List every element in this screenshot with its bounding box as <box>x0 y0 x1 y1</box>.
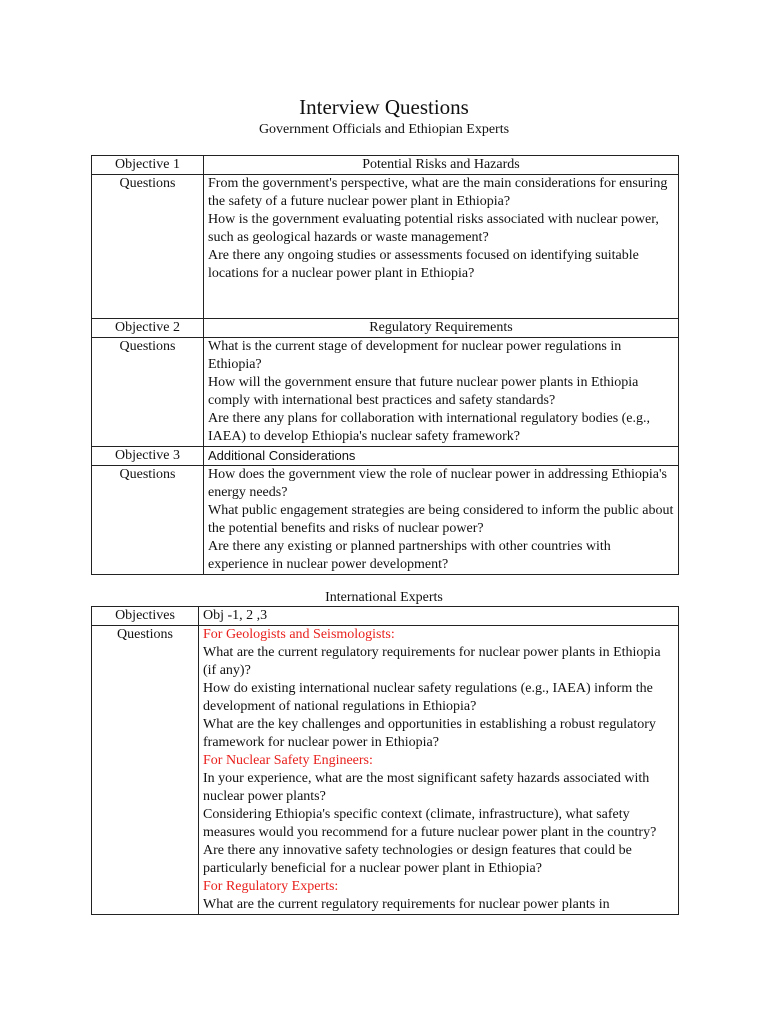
group-heading: For Nuclear Safety Engineers: <box>203 753 373 768</box>
questions-row <box>92 338 679 447</box>
question-text: How will the government ensure that future nuclear power plants in Ethiopia comply with international best practices and safety standards? <box>208 375 639 408</box>
questions-label: Questions <box>92 626 199 915</box>
document-subtitle: Government Officials and Ethiopian Experts <box>258 122 510 137</box>
question-text: What public engagement strategies are being considered to inform the public about the potential benefits and risks of nuclear power? <box>208 503 674 536</box>
document-title: Interview Questions <box>299 95 469 119</box>
objectives-value: Obj -1, 2 ,3 <box>199 607 679 626</box>
objective-label: Objective 1 <box>92 156 204 175</box>
questions-row <box>92 466 679 575</box>
objective-row <box>92 156 679 175</box>
objective-label: Objective 2 <box>92 319 204 338</box>
question-text: What are the current regulatory requirements for nuclear power plants in <box>203 897 610 912</box>
section-title: International Experts <box>325 590 443 605</box>
question-text: Are there any plans for collaboration with international regulatory bodies (e.g., IAEA) to develop Ethiopia's nuclear safety framework? <box>208 411 651 444</box>
question-text: How do existing international nuclear safety regulations (e.g., IAEA) inform the development of national regulations in Ethiopia? <box>203 681 653 714</box>
questions-cell <box>204 338 679 447</box>
question-text: How is the government evaluating potential risks associated with nuclear power, such as geological hazards or waste management? <box>208 212 659 245</box>
question-text: Are there any ongoing studies or assessments focused on identifying suitable locations for a nuclear power plant in Ethiopia? <box>208 248 639 281</box>
question-text: Considering Ethiopia's specific context (climate, infrastructure), what safety measures would you recommend for a future nuclear power plant in the country? <box>203 807 657 840</box>
question-text: How does the government view the role of nuclear power in addressing Ethiopia's energy needs? <box>208 467 667 500</box>
questions-row <box>92 626 679 915</box>
questions-label: Questions <box>92 338 204 447</box>
objectives-label: Objectives <box>92 607 199 626</box>
question-text: Are there any existing or planned partnerships with other countries with experience in nuclear power development? <box>208 539 611 572</box>
objectives-row <box>92 607 679 626</box>
questions-cell <box>204 175 679 319</box>
international-experts-table <box>91 606 679 915</box>
objective-topic: Additional Considerations <box>204 447 679 466</box>
government-questions-table <box>91 155 679 575</box>
group-heading: For Geologists and Seismologists: <box>203 627 395 642</box>
questions-cell <box>204 466 679 575</box>
question-text: What are the key challenges and opportunities in establishing a robust regulatory framework for nuclear power in Ethiopia? <box>203 717 656 750</box>
objective-row <box>92 447 679 466</box>
questions-label: Questions <box>92 175 204 319</box>
questions-cell <box>199 626 679 915</box>
objective-topic: Regulatory Requirements <box>204 319 679 338</box>
question-text: What are the current regulatory requirements for nuclear power plants in Ethiopia (if any)? <box>203 645 661 678</box>
question-text: From the government's perspective, what are the main considerations for ensuring the safety of a future nuclear power plant in Ethiopia? <box>208 176 668 209</box>
questions-row <box>92 175 679 319</box>
objective-label: Objective 3 <box>92 447 204 466</box>
questions-label: Questions <box>92 466 204 575</box>
question-text: In your experience, what are the most significant safety hazards associated with nuclear power plants? <box>203 771 650 804</box>
group-heading: For Regulatory Experts: <box>203 879 339 894</box>
question-text: What is the current stage of development for nuclear power regulations in Ethiopia? <box>208 339 622 372</box>
question-text: Are there any innovative safety technologies or design features that could be particularly beneficial for a nuclear power plant in Ethiopia? <box>203 843 632 876</box>
objective-topic: Potential Risks and Hazards <box>204 156 679 175</box>
objective-row <box>92 319 679 338</box>
